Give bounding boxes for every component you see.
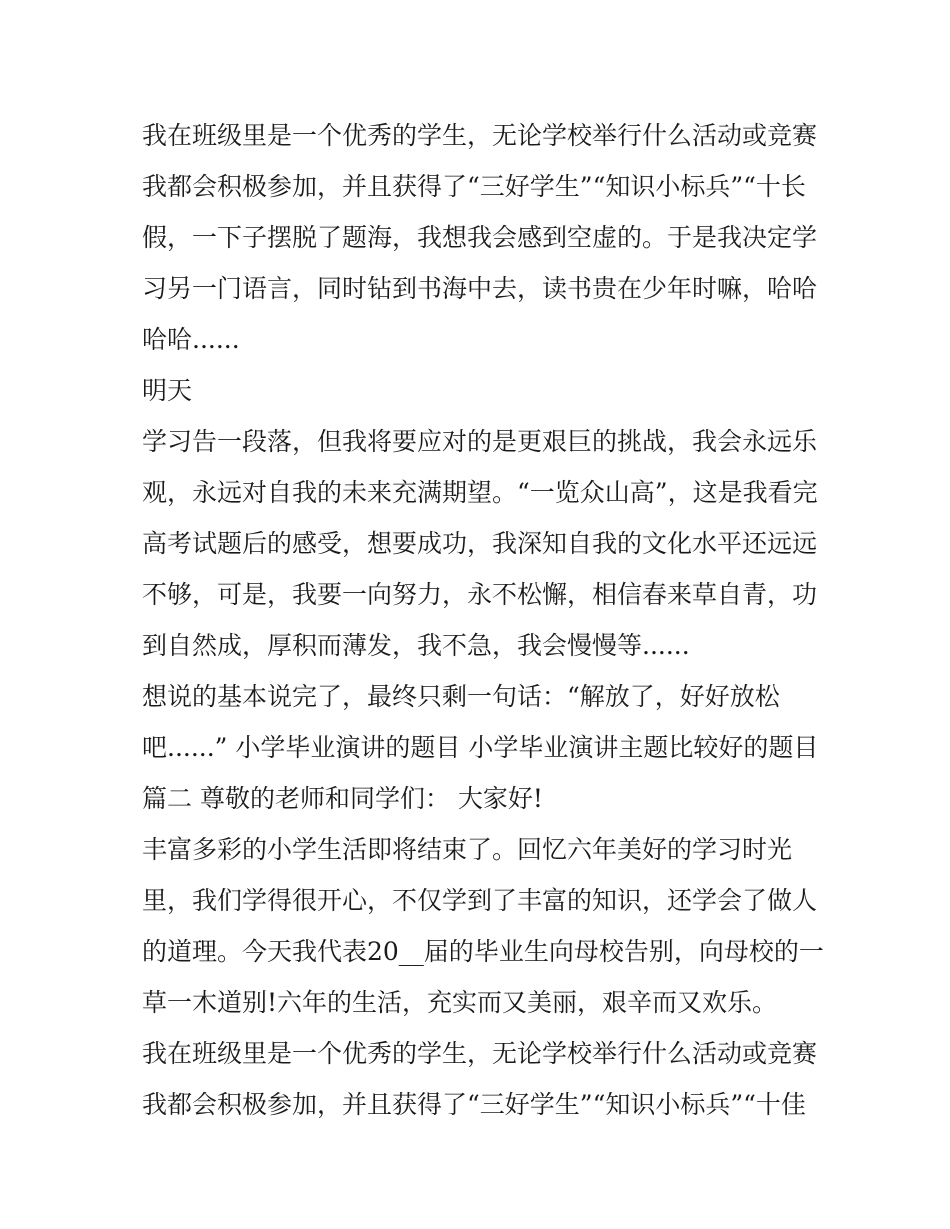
text-line: 不够，可是，我要一向努力，永不松懈，相信春来草自青，功 [142,580,818,609]
text-line: 到自然成，厚积而薄发，我不急，我会慢慢等...... [142,631,690,660]
text-line: 丰富多彩的小学生活即将结束了。回忆六年美好的学习时光 [142,835,793,864]
document-body [142,110,822,1130]
text-line: 的道理。今天我代表20__届的毕业生向母校告别，向母校的一 [142,937,824,966]
text-line: 我在班级里是一个优秀的学生，无论学校举行什么活动或竞赛 [142,1039,818,1068]
text-line: 想说的基本说完了，最终只剩一句话：“解放了，好好放松 [142,682,780,711]
text-line: 吧......” 小学毕业演讲的题目 小学毕业演讲主题比较好的题目 [142,733,819,762]
text-line: 里，我们学得很开心，不仅学到了丰富的知识，还学会了做人 [142,886,818,915]
text-line: 习另一门语言，同时钻到书海中去，读书贵在少年时嘛，哈哈 [142,274,818,303]
section-heading: 明天 [142,376,193,405]
text-line: 我在班级里是一个优秀的学生，无论学校举行什么活动或竞赛 [142,121,818,150]
text-line: 我都会积极参加，并且获得了“三好学生”“知识小标兵”“十长 [142,172,806,201]
text-line: 高考试题后的感受，想要成功，我深知自我的文化水平还远远 [142,529,818,558]
text-line: 我都会积极参加，并且获得了“三好学生”“知识小标兵”“十佳 [142,1090,806,1119]
text-line: 假，一下子摆脱了题海，我想我会感到空虚的。于是我决定学 [142,223,818,252]
text-line: 观，永远对自我的未来充满期望。“一览众山高”，这是我看完 [142,478,818,507]
text-line: 哈哈...... [142,325,240,354]
text-line: 草一木道别!六年的生活，充实而又美丽，艰辛而又欢乐。 [142,988,778,1017]
text-line: 篇二 尊敬的老师和同学们： 大家好! [142,784,543,813]
text-line: 学习告一段落，但我将要应对的是更艰巨的挑战，我会永远乐 [142,427,818,456]
